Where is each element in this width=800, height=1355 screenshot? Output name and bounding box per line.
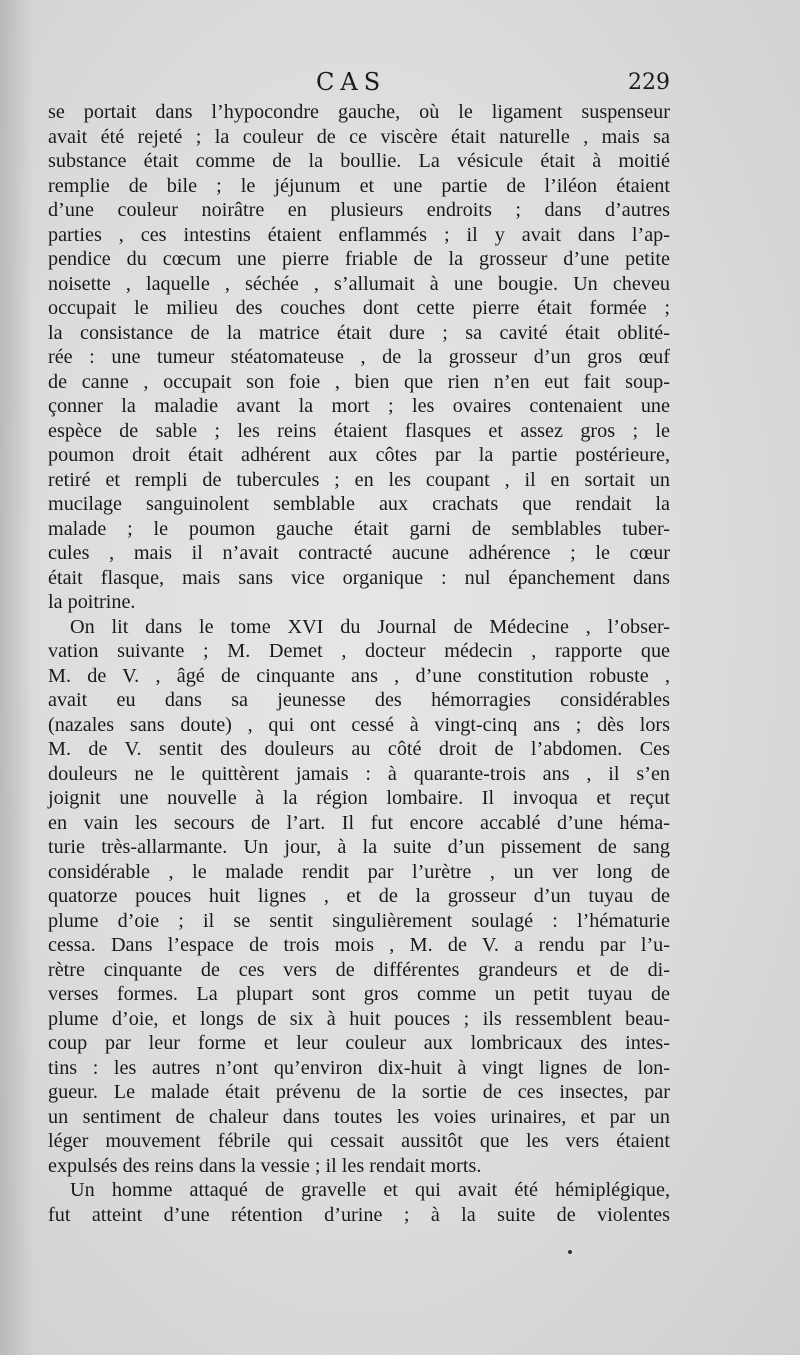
text-line: M. de V. , âgé de cinquante ans , d’une constitution robuste ,	[48, 664, 670, 687]
text-line: coup par leur forme et leur couleur aux lombricaux des intes-	[48, 1032, 670, 1054]
running-head: CAS	[316, 68, 387, 96]
text-line: fut atteint d’une rétention d’urine ; à la suite de violentes	[48, 1203, 670, 1226]
text-line: Un homme attaqué de gravelle et qui avait été hémiplégique,	[70, 1179, 670, 1201]
text-line: occupait le milieu des couches dont cette pierre était formée ;	[48, 297, 670, 319]
text-line: mucilage sanguinolent semblable aux crachats que rendait la	[48, 493, 670, 515]
text-line: parties , ces intestins étaient enflammés ; il y avait dans l’ap-	[48, 223, 670, 246]
text-line: noisette , laquelle , séchée , s’allumait à une bougie. Un cheveu	[48, 272, 670, 295]
text-line: rètre cinquante de ces vers de différentes grandeurs et de di-	[48, 958, 670, 981]
text-line: en vain les secours de l’art. Il fut encore accablé d’une héma-	[48, 811, 670, 834]
paragraph-3	[48, 1178, 670, 1227]
text-line: vation suivante ; M. Demet , docteur médecin , rapporte que	[48, 640, 670, 662]
text-line: de canne , occupait son foie , bien que rien n’en eut fait soup-	[48, 370, 670, 393]
text-line: gueur. Le malade était prévenu de la sortie de ces insectes, par	[48, 1081, 670, 1103]
text-line: turie très-allarmante. Un jour, à la suite d’un pissement de sang	[48, 836, 670, 858]
text-line: verses formes. La plupart sont gros comme un petit tuyau de	[48, 983, 670, 1005]
text-line: On lit dans le tome XVI du Journal de Médecine , l’obser-	[70, 615, 670, 638]
text-line: douleurs ne le quittèrent jamais : à quarante-trois ans , il s’en	[48, 762, 670, 785]
text-line: poumon droit était adhérent aux côtes par la partie postérieure,	[48, 444, 670, 466]
text-line: joignit une nouvelle à la région lombaire. Il invoqua et reçut	[48, 787, 670, 809]
text-line: remplie de bile ; le jéjunum et une partie de l’iléon étaient	[48, 174, 670, 197]
paragraph-2	[48, 615, 670, 1179]
page-number: 229	[628, 70, 670, 95]
text-line: un sentiment de chaleur dans toutes les voies urinaires, et par un	[48, 1105, 670, 1128]
text-line: cules , mais il n’avait contracté aucune adhérence ; le cœur	[48, 542, 670, 564]
text-line: d’une couleur noirâtre en plusieurs endroits ; dans d’autres	[48, 199, 670, 221]
ink-speck	[568, 1250, 572, 1254]
text-line: M. de V. sentit des douleurs au côté droit de l’abdomen. Ces	[48, 738, 670, 760]
text-line: avait été rejeté ; la couleur de ce viscère était naturelle , mais sa	[48, 125, 670, 148]
text-line: malade ; le poumon gauche était garni de semblables tuber-	[48, 517, 670, 540]
text-line: çonner la maladie avant la mort ; les ovaires contenaient une	[48, 395, 670, 417]
page-header	[48, 68, 670, 98]
text-line: léger mouvement fébrile qui cessait aussitôt que les vers étaient	[48, 1130, 670, 1152]
gutter-shadow	[0, 0, 34, 1355]
text-line: espèce de sable ; les reins étaient flasques et assez gros ; le	[48, 419, 670, 442]
text-line: cessa. Dans l’espace de trois mois , M. de V. a rendu par l’u-	[48, 934, 670, 956]
text-line: (nazales sans doute) , qui ont cessé à vingt-cinq ans ; dès lors	[48, 713, 670, 736]
text-line: avait eu dans sa jeunesse des hémorragies considérables	[48, 689, 670, 711]
text-line: retiré et rempli de tubercules ; en les coupant , il en sortait un	[48, 468, 670, 491]
text-line: substance était comme de la boullie. La vésicule était à moitié	[48, 150, 670, 172]
paragraph-1	[48, 100, 670, 615]
text-line: la consistance de la matrice était dure ; sa cavité était oblité-	[48, 321, 670, 344]
text-line: tins : les autres n’ont qu’environ dix-huit à vingt lignes de lon-	[48, 1056, 670, 1079]
text-line: plume d’oie ; il se sentit singulièrement soulagé : l’hématurie	[48, 909, 670, 932]
text-line: plume d’oie, et longs de six à huit pouces ; ils ressemblent beau-	[48, 1007, 670, 1030]
body-text	[48, 100, 670, 1227]
text-line: pendice du cœcum une pierre friable de la grosseur d’une petite	[48, 248, 670, 270]
text-line: se portait dans l’hypocondre gauche, où le ligament suspenseur	[48, 101, 670, 123]
text-line: quatorze pouces huit lignes , et de la grosseur d’un tuyau de	[48, 885, 670, 907]
text-line: la poitrine.	[48, 591, 136, 613]
text-line: rée : une tumeur stéatomateuse , de la grosseur d’un gros œuf	[48, 346, 670, 368]
text-line: considérable , le malade rendit par l’urètre , un ver long de	[48, 860, 670, 883]
text-line: expulsés des reins dans la vessie ; il les rendait morts.	[48, 1154, 482, 1177]
text-line: était flasque, mais sans vice organique : nul épanchement dans	[48, 566, 670, 589]
